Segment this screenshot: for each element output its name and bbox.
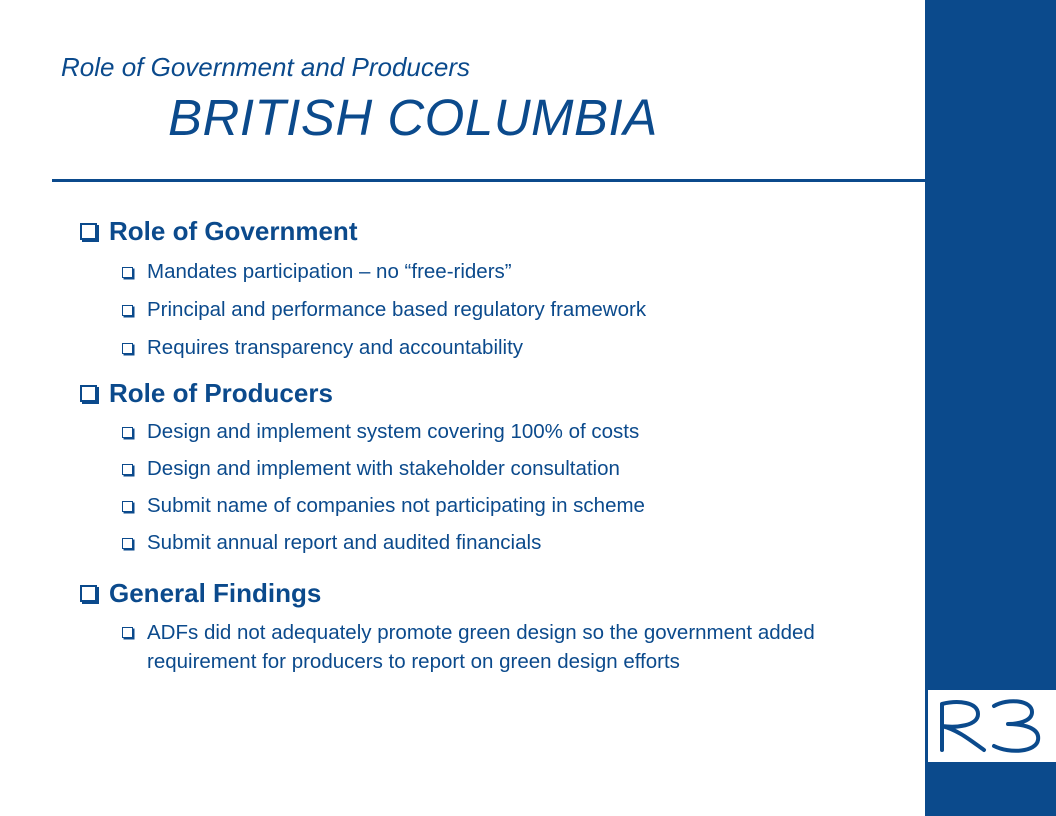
section-heading (80, 214, 646, 248)
square-checkbox-icon (122, 267, 133, 278)
section-heading-text: Role of Government (109, 215, 358, 246)
square-checkbox-icon (122, 501, 133, 512)
list-item (122, 618, 847, 676)
list-item-text: Mandates participation – no “free-riders” (147, 260, 512, 283)
section-general-findings (80, 576, 847, 676)
list-item-text: Submit name of companies not participating in scheme (147, 494, 645, 517)
section-heading-text: Role of Producers (109, 377, 333, 408)
square-checkbox-icon (122, 343, 133, 354)
list-item (122, 529, 645, 557)
slide-subtitle: Role of Government and Producers (61, 52, 470, 82)
section-heading-text: General Findings (109, 577, 322, 608)
title-divider (52, 179, 925, 182)
section-role-of-government (80, 214, 646, 362)
list-item-text: Submit annual report and audited financials (147, 531, 542, 554)
list-item-text: ADFs did not adequately promote green design so the government added requirement for producers to report on green design efforts (147, 621, 815, 673)
list-item-text: Requires transparency and accountability (147, 336, 524, 359)
list-item-text: Design and implement system covering 100% of costs (147, 420, 640, 443)
section-heading (80, 576, 847, 610)
list-item (122, 258, 646, 286)
square-checkbox-icon (122, 305, 133, 316)
list-item (122, 492, 645, 520)
square-checkbox-icon (122, 627, 133, 638)
list-item-text: Design and implement with stakeholder consultation (147, 457, 620, 480)
list-item (122, 455, 645, 483)
square-checkbox-icon (122, 427, 133, 438)
slide-title: BRITISH COLUMBIA (168, 89, 658, 146)
section-heading (80, 376, 645, 410)
list-item-text: Principal and performance based regulatory framework (147, 298, 647, 321)
square-checkbox-icon (80, 223, 97, 240)
section-role-of-producers (80, 376, 645, 557)
square-checkbox-icon (122, 464, 133, 475)
list-item (122, 296, 646, 324)
square-checkbox-icon (122, 538, 133, 549)
square-checkbox-icon (80, 385, 97, 402)
list-item (122, 334, 646, 362)
r3-logo (928, 690, 1056, 762)
square-checkbox-icon (80, 585, 97, 602)
list-item (122, 418, 645, 446)
r3-logo-icon (928, 690, 1056, 762)
